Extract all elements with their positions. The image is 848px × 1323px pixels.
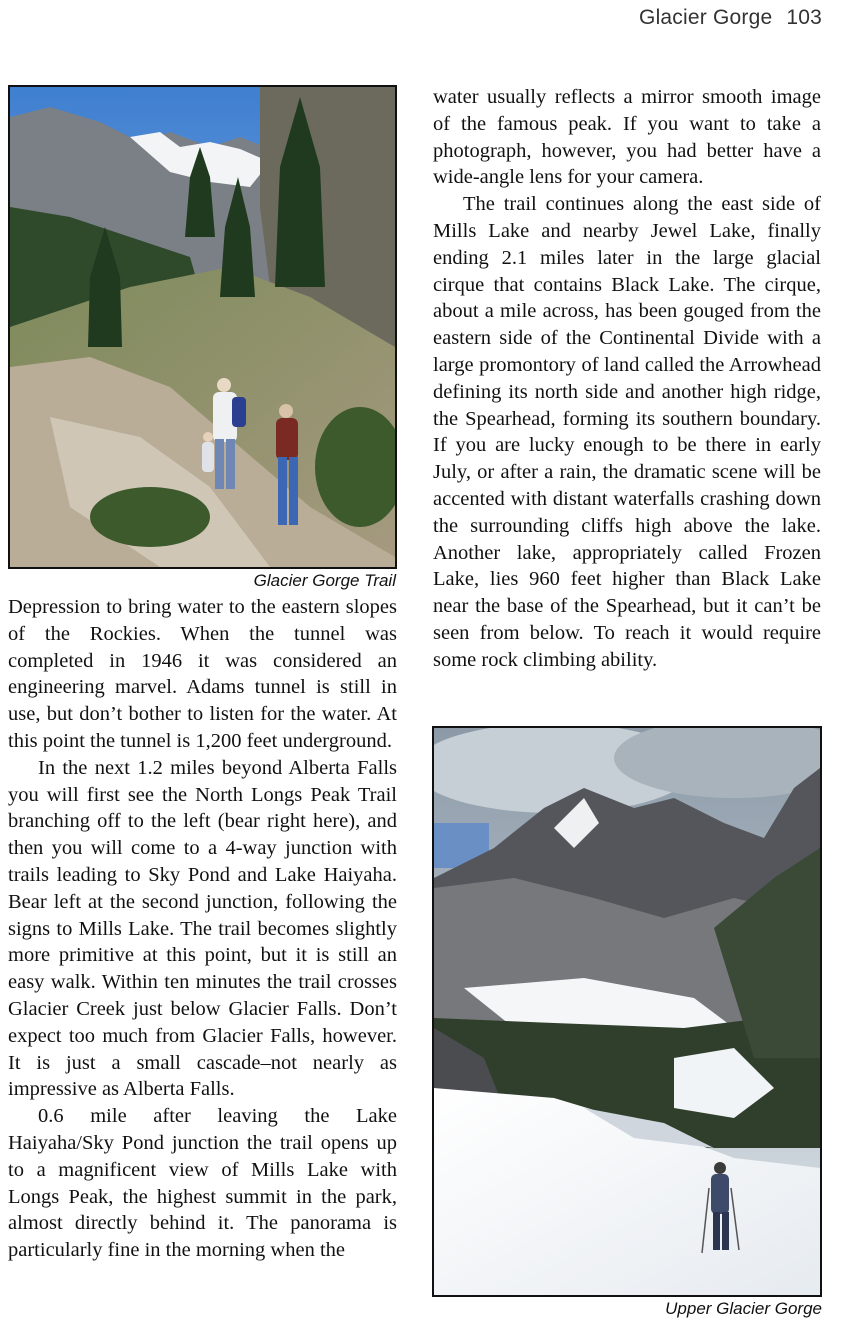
right-paragraph-1: water usually reflects a mirror smooth image of the famous peak. If you want to take a photograph, however, you had better have a wide-angle lens for your camera. [433,86,821,189]
photo-upper-glacier-gorge [432,726,822,1297]
left-paragraph-1: Depression to bring water to the eastern slopes of the Rockies. When the tunnel was completed in 1946 it was considered an engineering marvel. Adams tunnel is still in use, but don’t bother to listen for the water. At this point the tunnel is 1,200 feet underground. [8,596,397,752]
running-header [639,6,822,30]
trail-photo-illustration [10,87,395,567]
left-paragraph-2: In the next 1.2 miles beyond Alberta Falls you will first see the North Longs Peak Trail branching off to the left (bear right here), and then you will come to a 4-way junction with trails leading to Sky Pond and Lake Haiyaha. Bear left at the second junction, following the signs to Mills Lake. The trail becomes slightly more primitive at this point, but it is still an easy walk. Within ten minutes the trail crosses Glacier Creek just below Glacier Falls. Don’t expect too much from Glacier Falls, however. It is just a small cascade–not nearly as impressive as Alberta Falls. [8,756,397,1101]
right-paragraph-2: The trail continues along the east side of Mills Lake and nearby Jewel Lake, finally ending 2.1 miles later in the large glacial cirque that contains Black Lake. The cirque, about a mile across, has been gouged from the eastern side of the Continental Divide with a large promontory of land called the Arrowhead defining its north side and another high ridge, the Spearhead, forming its southern boundary. If you are lucky enough to be there in early July, or after a rain, the dramatic scene will be accented with distant waterfalls crashing down the surrounding cliffs high above the lake. Another lake, appropriately called Frozen Lake, lies 960 feet higher than Black Lake near the base of the Spearhead, but it can’t be seen from below. To reach it would require some rock climbing ability. [433,193,821,671]
caption-left: Glacier Gorge Trail [253,571,396,590]
right-text-column [433,84,821,674]
header-title: Glacier Gorge [639,6,773,29]
caption-right: Upper Glacier Gorge [665,1299,822,1318]
cirque-photo-illustration [434,728,820,1295]
left-paragraph-3: 0.6 mile after leaving the Lake Haiyaha/Sky Pond junction the trail opens up to a magnificent view of Mills Lake with Longs Peak, the highest summit in the park, almost directly behind it. The panorama is particularly fine in the morning when the [8,1105,397,1262]
left-text-column [8,594,397,1264]
page-number: 103 [786,6,822,29]
photo-glacier-gorge-trail [8,85,397,569]
